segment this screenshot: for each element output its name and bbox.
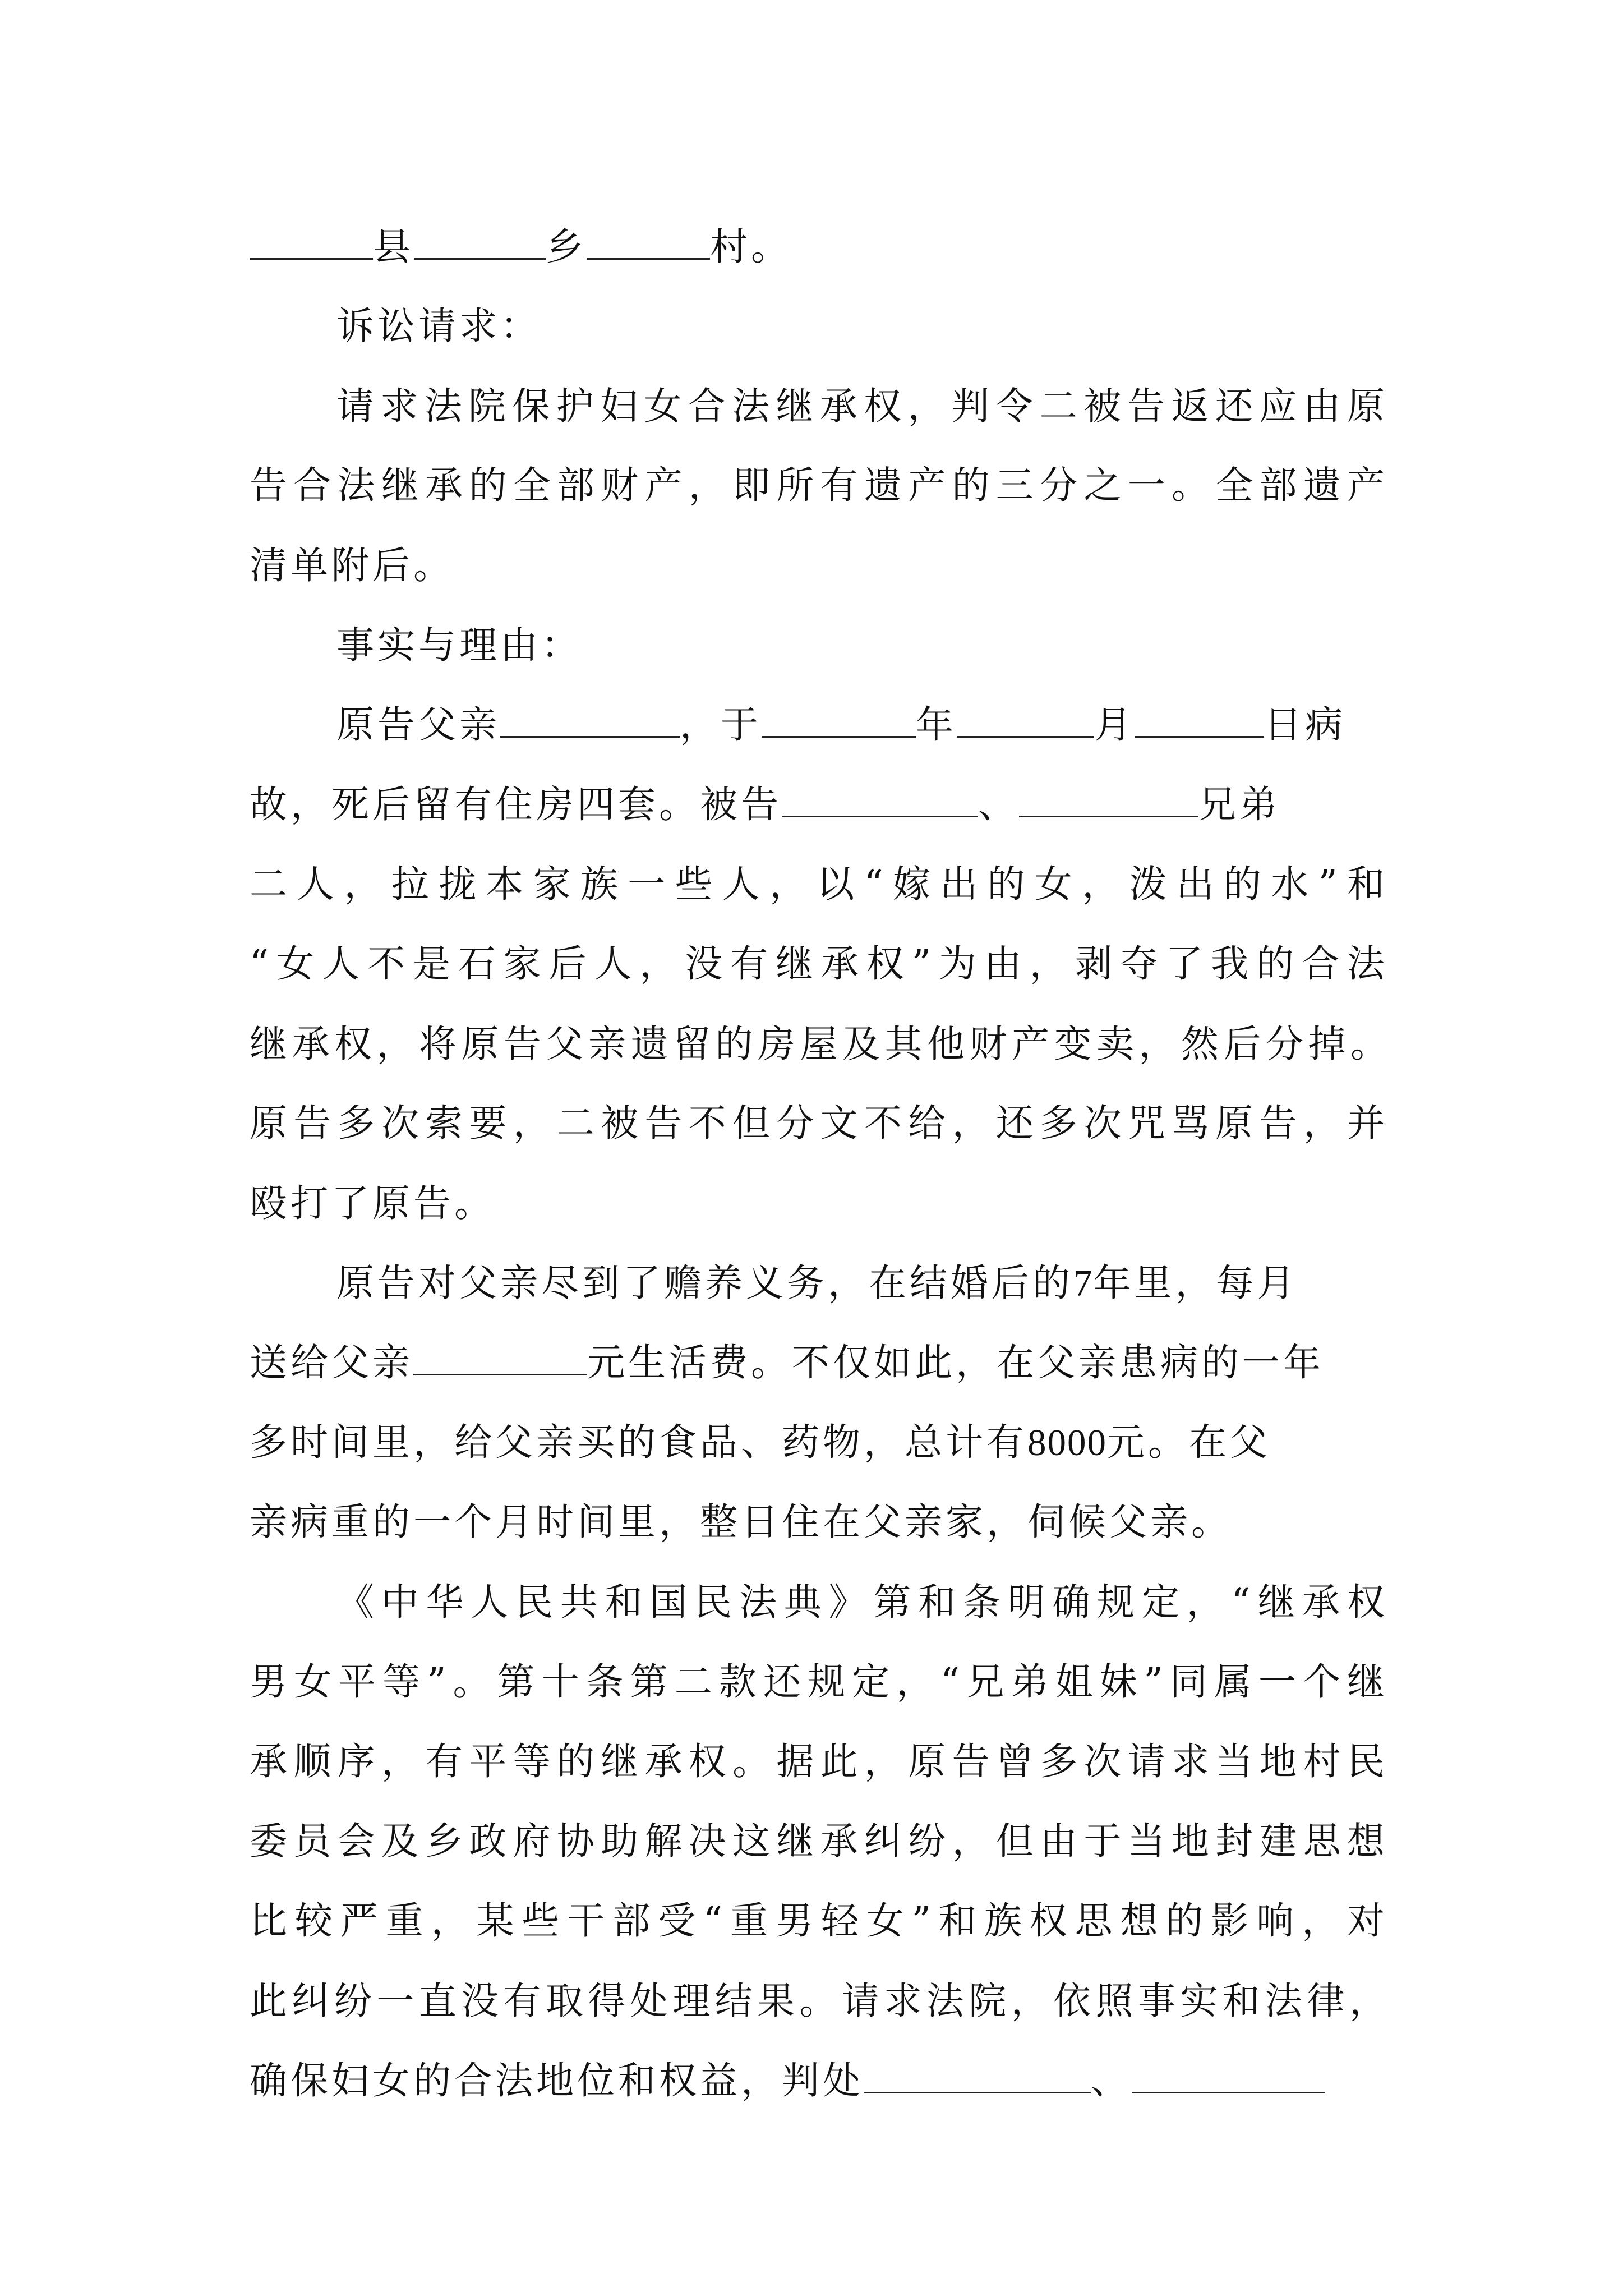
support-line-4: 亲病重的一个月时间里，整日住在父亲家，伺候父亲。: [250, 1500, 1232, 1544]
ruling-defendant-2-blank: [1132, 2059, 1325, 2093]
separator: 、: [978, 783, 1019, 826]
law-line-2: 男女平等”。第十条第二款还规定，“兄弟姐妹”同属一个继: [250, 1660, 1388, 1704]
facts-line-6: 原告多次索要，二被告不但分文不给，还多次咒骂原告，并: [250, 1101, 1388, 1145]
village-blank: [587, 226, 710, 260]
brothers-label: 兄弟: [1198, 783, 1280, 826]
month-label: 月: [1094, 703, 1135, 747]
claims-text-line-2: 告合法继承的全部财产，即所有遗产的三分之一。全部遗产: [250, 463, 1388, 507]
claims-heading: 诉讼请求：: [336, 304, 541, 348]
county-label: 县: [373, 225, 414, 269]
facts-line-5: 继承权，将原告父亲遗留的房屋及其他财产变卖，然后分掉。: [250, 1022, 1388, 1066]
facts-heading: 事实与理由：: [336, 623, 582, 667]
support-line-1: [336, 1244, 1388, 1322]
year-label: 年: [916, 703, 957, 747]
father-label: 原告父亲: [336, 703, 500, 747]
support-text-d: 元生活费。不仅如此，在父亲患病的一年: [587, 1341, 1324, 1384]
law-line-4: 委员会及乡政府协助解决这继承纠纷，但由于当地封建思想: [250, 1819, 1388, 1863]
law-line-6: 此纠纷一直没有取得处理结果。请求法院，依照事实和法律，: [250, 1979, 1388, 2023]
facts-line-1: [336, 685, 1388, 764]
support-line-2: [250, 1323, 1388, 1402]
township-label: 乡: [546, 225, 587, 269]
facts-line-2: [250, 765, 1388, 844]
year-blank: [762, 703, 916, 738]
support-text-e: 多时间里，给父亲买的食品、药物，总计有: [250, 1420, 1027, 1464]
claims-text-line-1: 请求法院保护妇女合法继承权，判令二被告返还应由原: [336, 384, 1388, 428]
claims-text-line-3: 清单附后。: [250, 544, 454, 587]
facts-line-7: 殴打了原告。: [250, 1181, 495, 1225]
date-prefix: ，于: [680, 703, 762, 747]
ruling-separator: 、: [1091, 2059, 1132, 2102]
village-label: 村。: [710, 225, 792, 269]
support-line-3: [250, 1403, 1388, 1481]
address-line: [250, 208, 1388, 286]
defendant-2-blank: [1019, 783, 1198, 817]
law-line-3: 承顺序，有平等的继承权。据此，原告曾多次请求当地村民: [250, 1740, 1388, 1783]
facts-line-4: “女人不是石家后人，没有继承权”为由，剥夺了我的合法: [250, 942, 1388, 986]
day-label: 日病: [1264, 703, 1346, 747]
defendant-label: 故，死后留有住房四套。被告: [250, 783, 782, 826]
month-blank: [957, 703, 1094, 738]
day-blank: [1135, 703, 1264, 738]
law-line-7: [250, 2041, 1388, 2120]
monthly-amount-blank: [413, 1341, 587, 1375]
support-text-b: 年里，每月: [1093, 1261, 1298, 1305]
total-amount-value: 8000: [1027, 1422, 1107, 1464]
law-line-5: 比较严重，某些干部受“重男轻女”和族权思想的影响，对: [250, 1899, 1388, 1943]
ruling-defendant-1-blank: [864, 2059, 1091, 2093]
years-value: 7: [1073, 1263, 1094, 1304]
ruling-text: 确保妇女的合法地位和权益，判处: [250, 2059, 864, 2102]
support-text-c: 送给父亲: [250, 1341, 413, 1384]
defendant-1-blank: [782, 783, 978, 817]
facts-line-3: 二人，拉拢本家族一些人，以“嫁出的女，泼出的水”和: [250, 862, 1388, 906]
support-text-f: 元。在父: [1107, 1420, 1271, 1464]
county-blank: [250, 226, 373, 260]
law-line-1: 《中华人民共和国民法典》第和条明确规定，“继承权: [336, 1580, 1388, 1624]
father-name-blank: [500, 703, 680, 738]
township-blank: [414, 226, 546, 260]
support-text-a: 原告对父亲尽到了赡养义务，在结婚后的: [336, 1261, 1073, 1305]
